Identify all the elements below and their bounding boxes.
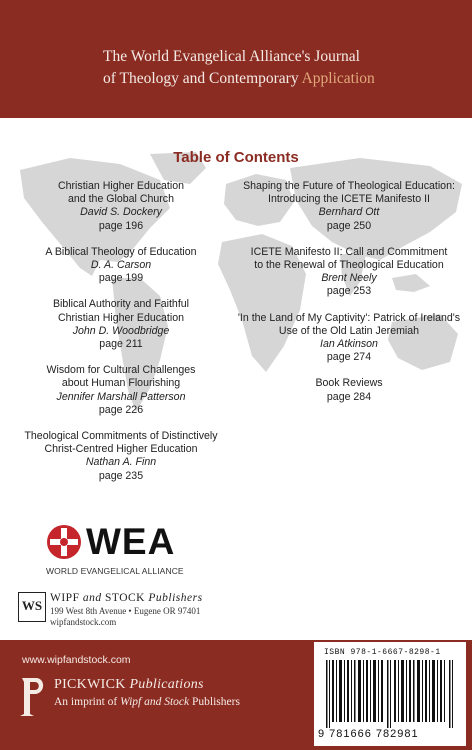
wea-cross-icon [46, 524, 82, 560]
toc-entry [232, 180, 466, 233]
toc-entry [10, 298, 232, 351]
toc-entry [10, 246, 232, 286]
toc-title: Table of Contents [173, 149, 299, 166]
wea-full-name: WORLD EVANGELICAL ALLIANCE [46, 566, 184, 576]
toc-entry-page: page 226 [98, 403, 144, 416]
imprint-part: Publishers [192, 696, 240, 708]
toc-entry-page: page 196 [98, 219, 144, 232]
toc-entry-page: page 211 [99, 338, 143, 351]
toc-entry-title: Use of the Old Latin Jeremiah [278, 324, 420, 337]
toc-entry-page: page 235 [98, 469, 144, 482]
toc-entry [10, 430, 232, 483]
toc-entry-title: and the Global Church [67, 193, 174, 206]
footer-url: www.wipfandstock.com [22, 654, 131, 666]
toc-entry-page: page 199 [98, 272, 144, 285]
barcode-icon [324, 660, 456, 728]
toc-entry-title: Biblical Authority and Faithful [52, 298, 190, 311]
toc-entry-author: Brent Neely [321, 272, 377, 285]
pickwick-p-icon [18, 676, 48, 718]
publisher-name-part: STOCK [104, 592, 145, 604]
toc-entry-author: Bernhard Ott [318, 206, 380, 219]
publisher-address: 199 West 8th Avenue • Eugene OR 97401 [50, 606, 201, 616]
toc-entry-title: to the Renewal of Theological Education [254, 259, 444, 272]
wipf-stock-logo: WS [18, 592, 46, 622]
toc-entry [10, 364, 232, 417]
publisher-name-part: and [82, 592, 102, 604]
toc-entry-title: about Human Flourishing [61, 377, 181, 390]
toc-entry-author: Jennifer Marshall Patterson [56, 390, 186, 403]
toc-entry-title: Book Reviews [315, 377, 383, 390]
toc-right-column [232, 180, 466, 417]
journal-line-2-main: of Theology and Contemporary [103, 70, 299, 87]
publisher-block [18, 592, 278, 632]
toc-entry [10, 180, 232, 233]
header-band [0, 0, 472, 118]
toc-entry-author: D. A. Carson [90, 259, 152, 272]
pickwick-name-part: PICKWICK [54, 677, 126, 692]
publisher-name-part: WIPF [50, 592, 80, 604]
toc-entry-title: Theological Commitments of Distinctively [24, 430, 218, 443]
imprint-part: An imprint of [54, 696, 118, 708]
toc-entry-author: David S. Dockery [80, 206, 162, 219]
publisher-name [50, 592, 203, 604]
publisher-name-part: Publishers [148, 592, 203, 604]
toc-left-column [10, 180, 232, 496]
toc-entry-title: Introducing the ICETE Manifesto II [268, 193, 430, 206]
journal-line-2-accent: Application [301, 70, 375, 87]
toc-entry-page: page 253 [326, 285, 372, 298]
toc-entry-page: page 250 [326, 219, 372, 232]
journal-name-line-1: The World Evangelical Alliance's Journal [103, 48, 360, 65]
toc-entry-title: A Biblical Theology of Education [45, 245, 197, 258]
imprint-line [54, 696, 240, 708]
imprint-part: Wipf and Stock [120, 696, 190, 708]
toc-entry-page: page 284 [326, 390, 372, 403]
wea-logo-text: WEA [86, 521, 176, 562]
toc-entry-title: Christian Higher Education [57, 311, 184, 324]
footer-band [0, 640, 472, 750]
toc-entry-author: John D. Woodbridge [72, 324, 170, 337]
journal-name-line-2 [103, 70, 423, 88]
toc-entry-title: 'In the Land of My Captivity': Patrick of Ireland's [237, 311, 461, 324]
toc-entry-author: Ian Atkinson [320, 338, 378, 351]
toc-entry-title: Christian Higher Education [57, 180, 184, 192]
toc-entry-title: Christ-Centred Higher Education [44, 443, 198, 456]
toc-entry-title: Shaping the Future of Theological Education: [243, 180, 455, 192]
publisher-website: wipfandstock.com [50, 617, 117, 627]
toc-entry-author: Nathan A. Finn [85, 456, 157, 469]
barcode-panel [314, 642, 466, 746]
toc-entry [232, 312, 466, 365]
isbn-text: ISBN 978-1-6667-8298-1 [324, 648, 441, 657]
toc-entry [232, 246, 466, 299]
toc-entry-title: ICETE Manifesto II: Call and Commitment [250, 245, 448, 258]
wea-logo [46, 522, 246, 584]
toc-entry-page: page 274 [326, 351, 372, 364]
toc-entry [232, 377, 466, 403]
pickwick-name-part: Publications [129, 677, 204, 692]
toc-entry-title: Wisdom for Cultural Challenges [46, 364, 196, 377]
pickwick-name [54, 677, 204, 693]
barcode-digits: 9 781666 782981 [318, 728, 419, 740]
